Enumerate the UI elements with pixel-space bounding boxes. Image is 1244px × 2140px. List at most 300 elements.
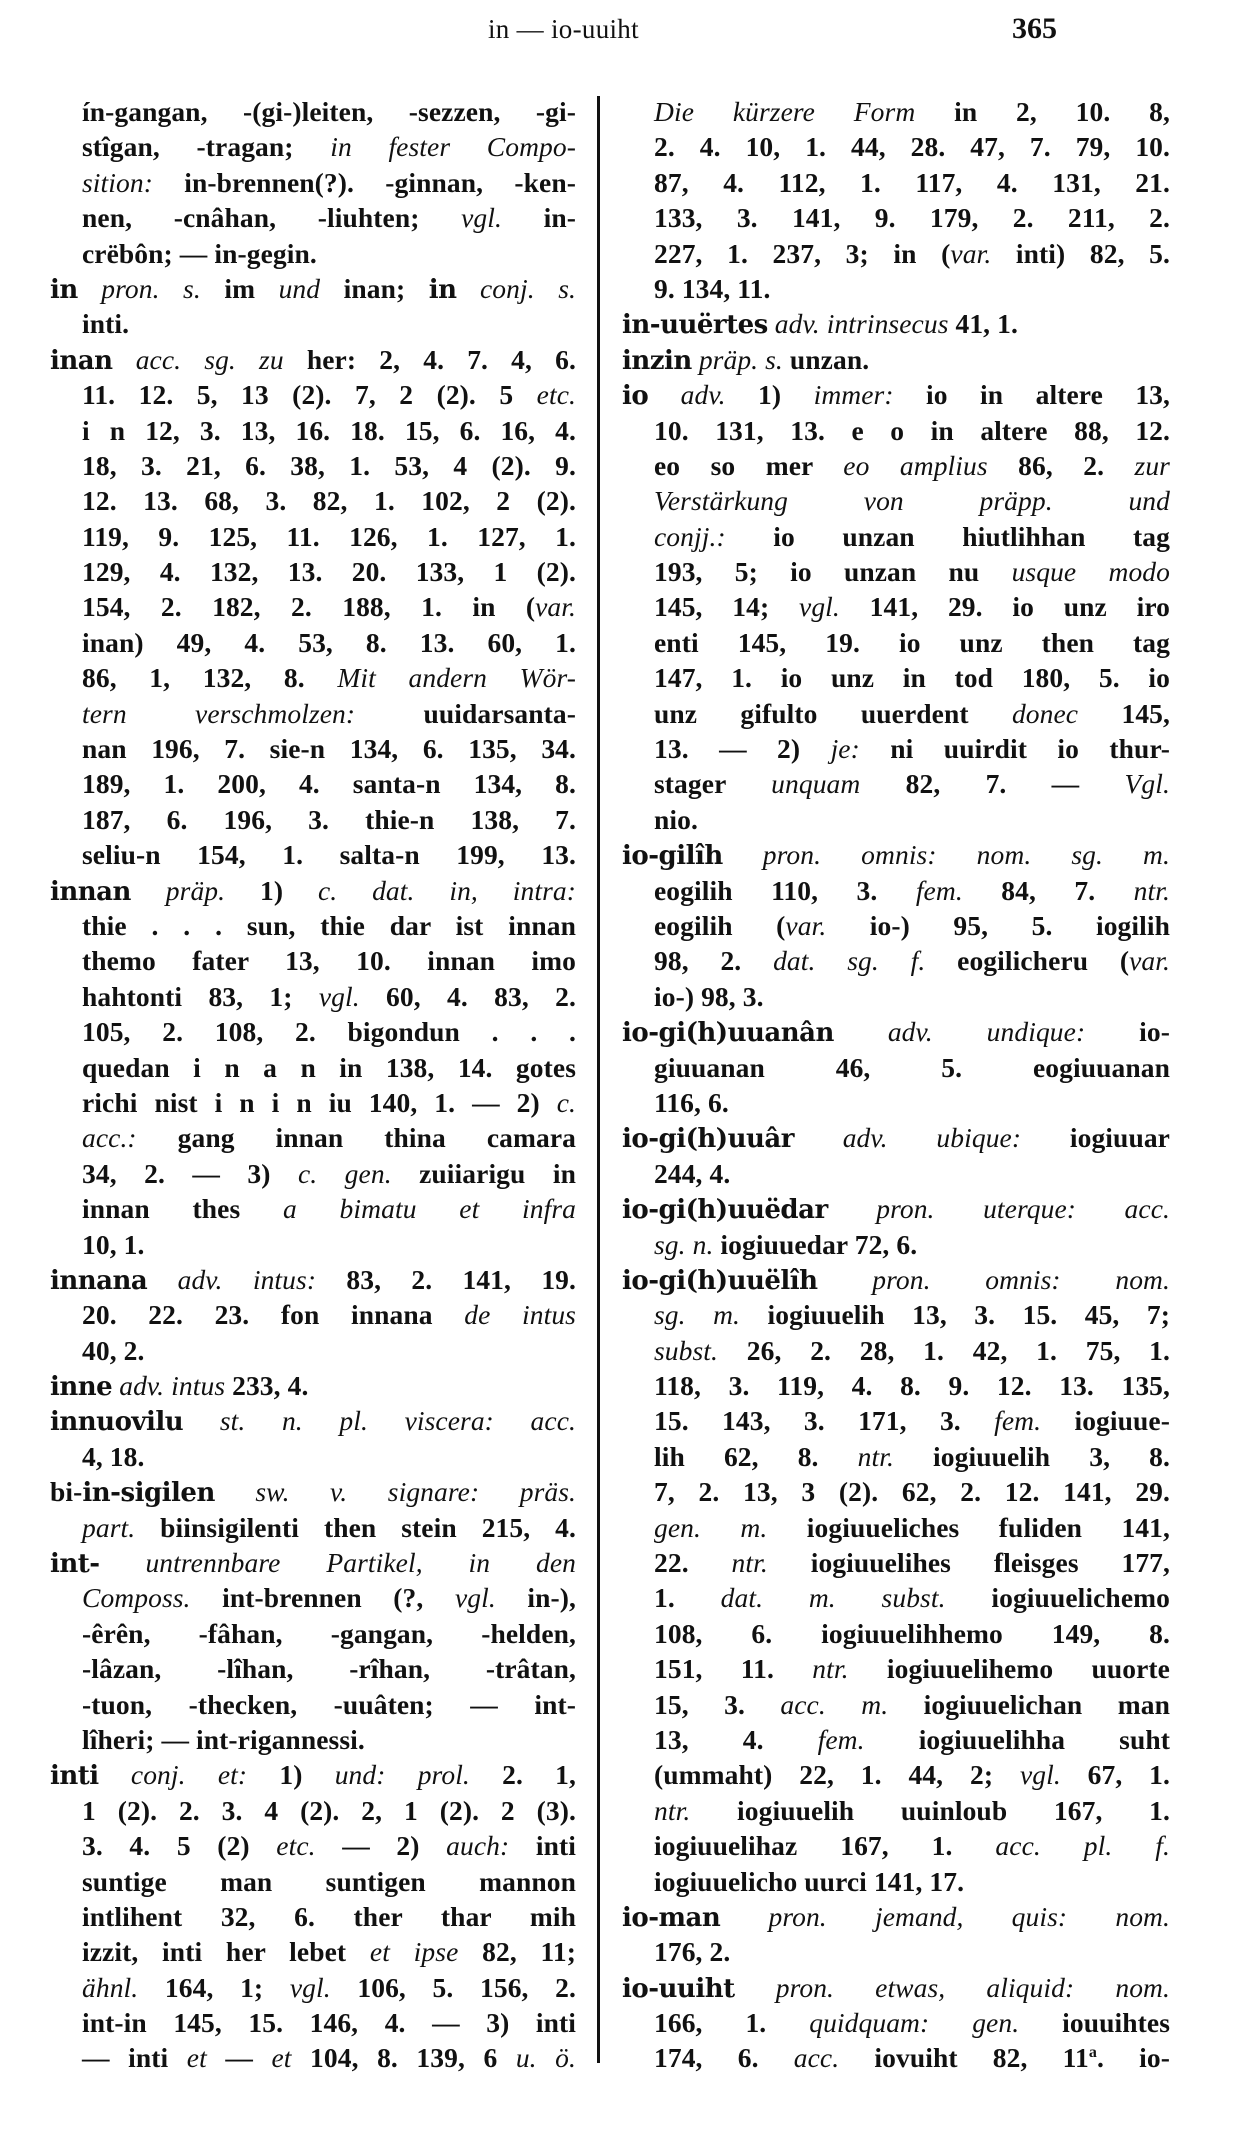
headword: inzin — [622, 345, 692, 376]
text-run: 189, 1. 200, 4. santa-n 134, 8. — [82, 768, 576, 800]
italic-gloss: ntr. — [1133, 874, 1170, 906]
entry-line — [622, 1651, 1170, 1686]
entry-line — [622, 1934, 1170, 1969]
text-run — [147, 1264, 177, 1295]
text-run: 174, 6. — [654, 2042, 794, 2074]
entry-headline — [622, 1262, 1170, 1297]
text-run: 10, 1. — [82, 1228, 145, 1260]
entry-line — [622, 1439, 1170, 1474]
entry-line — [622, 731, 1170, 766]
entry-line — [622, 1687, 1170, 1722]
entry-line — [50, 1227, 576, 1262]
text-run: iogiuueliches fuliden 141, — [767, 1511, 1170, 1543]
page-number: 365 — [1012, 12, 1057, 45]
running-head: in — io-uuiht — [488, 14, 639, 44]
entry-line — [622, 1050, 1170, 1085]
text-run: inti) 82, 5. — [991, 237, 1170, 269]
italic-gloss: Vgl. — [1124, 768, 1170, 800]
entry-line — [50, 1120, 576, 1155]
text-run: lih 62, 8. — [654, 1440, 858, 1472]
text-run: bi- — [50, 1476, 83, 1508]
text-run: unz gifulto uuerdent — [654, 697, 1012, 729]
headword: innana — [50, 1265, 148, 1296]
italic-gloss: ntr. — [857, 1440, 894, 1472]
entry-line — [622, 1085, 1170, 1120]
entry-line — [50, 519, 576, 554]
text-run: 67, 1. — [1060, 1759, 1170, 1791]
text-run: iogiuuelichemo — [945, 1582, 1170, 1614]
text-run: inan; — [320, 272, 429, 304]
text-run: 145, 14; — [654, 591, 800, 623]
italic-gloss: fem. — [915, 874, 963, 906]
entry-line — [622, 943, 1170, 978]
entry-line — [622, 1793, 1170, 1828]
entry-headline — [622, 1014, 1170, 1049]
text-run: izzit, inti her lebet — [82, 1936, 370, 1968]
text-run: 87, 4. 112, 1. 117, 4. 131, 21. — [654, 166, 1170, 198]
headword: io-gi(h)uuanân — [622, 1018, 834, 1049]
text-run: — — [206, 2042, 272, 2074]
italic-gloss: pron. uterque: acc. — [876, 1193, 1170, 1225]
italic-gloss: und — [278, 272, 321, 304]
italic-gloss: adv. intus: — [177, 1263, 317, 1295]
entry-line — [50, 129, 576, 164]
entry-line — [622, 519, 1170, 554]
text-run: iogiuuelicho uurci 141, 17. — [654, 1865, 965, 1897]
text-run: 106, 5. 156, 2. — [330, 1971, 576, 2003]
entry-line — [50, 377, 576, 412]
headword: io-gi(h)uuëlîh — [622, 1265, 818, 1296]
entry-line — [622, 1333, 1170, 1368]
italic-gloss: pron. s. — [101, 272, 201, 304]
superscript: a — [1088, 2044, 1097, 2062]
entry-headline — [50, 342, 576, 377]
text-run: lîheri; — int-rigannessi. — [82, 1723, 365, 1755]
italic-gloss: eo amplius — [843, 449, 988, 481]
text-run: seliu-n 154, 1. salta-n 199, 13. — [82, 839, 576, 871]
text-run: — inti — [82, 2042, 187, 2074]
text-run: 151, 11. — [654, 1653, 813, 1685]
entry-line — [622, 802, 1170, 837]
text-run: richi nist i n i n iu 140, 1. — 2) — [82, 1086, 557, 1118]
text-run: her: 2, 4. 7. 4, 6. — [283, 343, 576, 375]
italic-gloss: a bimatu et infra — [282, 1193, 577, 1225]
italic-gloss: fem. — [994, 1405, 1042, 1437]
entry-line — [622, 908, 1170, 943]
italic-gloss: ähnl. — [82, 1971, 139, 2003]
text-run: 118, 3. 119, 4. 8. 9. 12. 13. 135, — [654, 1370, 1170, 1402]
text-run: -lâzan, -lîhan, -rîhan, -trâtan, — [82, 1653, 576, 1685]
entry-line — [50, 236, 576, 271]
italic-gloss: c. — [556, 1086, 576, 1118]
italic-gloss: de intus — [464, 1299, 576, 1331]
text-run: im — [200, 272, 279, 304]
headword: io-gilîh — [622, 841, 723, 872]
text-run: intlihent 32, 6. ther thar mih — [82, 1900, 576, 1932]
entry-line — [622, 448, 1170, 483]
entry-line — [50, 1970, 576, 2005]
entry-line — [622, 271, 1170, 306]
text-run: 104, 8. 139, 6 — [291, 2042, 516, 2074]
italic-gloss: ntr. — [731, 1547, 768, 1579]
text-run: io unzan hiutlihhan tag — [725, 520, 1170, 552]
entry-line — [50, 1439, 576, 1474]
text-run: stîgan, -tragan; — [82, 131, 331, 163]
italic-gloss: präp. — [165, 874, 226, 906]
italic-gloss: adv. intrinsecus — [774, 308, 949, 340]
entry-headline — [50, 1368, 576, 1403]
text-run: thie . . . sun, thie dar ist innan — [82, 909, 576, 941]
text-run: iogiuuar — [1021, 1122, 1170, 1154]
text-run: unzan. — [782, 343, 870, 375]
italic-gloss: Composs. — [82, 1582, 191, 1614]
entry-line — [50, 2040, 576, 2075]
italic-gloss: acc. pl. f. — [995, 1830, 1170, 1862]
entry-line — [622, 236, 1170, 271]
text-run: 1) — [725, 379, 814, 411]
entry-line — [50, 1191, 576, 1226]
text-run: iouuihtes — [1019, 2007, 1170, 2039]
text-run — [720, 1901, 768, 1932]
entry-line — [50, 731, 576, 766]
left-column — [50, 94, 576, 2076]
text-run: iogiuuelih uuinloub 167, 1. — [690, 1794, 1170, 1826]
entry-line — [50, 306, 576, 341]
italic-gloss: var. — [1129, 945, 1171, 977]
entry-line — [50, 200, 576, 235]
italic-gloss: je: — [830, 733, 860, 765]
headword: io — [622, 381, 649, 412]
text-run: i n 12, 3. 13, 16. 18. 15, 6. 16, 4. — [82, 414, 576, 446]
text-run — [100, 1547, 146, 1578]
italic-gloss: adv. ubique: — [842, 1122, 1022, 1154]
entry-headline — [50, 1262, 576, 1297]
text-run: inan) 49, 4. 53, 8. 13. 60, 1. — [82, 626, 576, 658]
entry-line — [622, 200, 1170, 235]
text-run: 13, 4. — [654, 1723, 818, 1755]
entry-line — [622, 696, 1170, 731]
entry-headline — [622, 342, 1170, 377]
text-run: 83, 2. 141, 19. — [316, 1263, 576, 1295]
text-run: 60, 4. 83, 2. — [359, 980, 576, 1012]
italic-gloss: conj. s. — [480, 272, 576, 304]
italic-gloss: sition: — [82, 166, 153, 198]
entry-line — [622, 2040, 1170, 2075]
entry-line — [622, 1757, 1170, 1792]
entry-line — [50, 696, 576, 731]
text-run: iogiuuelihemo uuorte — [848, 1653, 1170, 1685]
text-run: iogiuuelihaz 167, 1. — [654, 1830, 996, 1862]
text-run: enti 145, 19. io unz then tag — [654, 626, 1170, 658]
italic-gloss: c. dat. in, intra: — [317, 874, 576, 906]
headword: io-man — [622, 1902, 721, 1933]
text-run: iogiuuedar 72, 6. — [713, 1228, 918, 1260]
text-run: io- — [1085, 1016, 1171, 1048]
entry-headline — [50, 873, 576, 908]
text-run: 86, 2. — [987, 449, 1135, 481]
column-divider — [597, 96, 600, 2063]
italic-gloss: subst. — [654, 1334, 719, 1366]
entry-headline — [622, 1120, 1170, 1155]
entry-line — [622, 1297, 1170, 1332]
text-run: 82, 11; — [458, 1936, 576, 1968]
text-run — [78, 273, 101, 304]
text-run: 141, 29. io unz iro — [839, 591, 1170, 623]
italic-gloss: etc. — [536, 379, 576, 411]
text-run: 12. 13. 68, 3. 82, 1. 102, 2 (2). — [82, 485, 576, 517]
entry-line — [50, 448, 576, 483]
entry-line — [50, 660, 576, 695]
text-run: 7, 2. 13, 3 (2). 62, 2. 12. 141, 29. — [654, 1476, 1170, 1508]
entry-line — [622, 1722, 1170, 1757]
italic-gloss: vgl. — [318, 980, 360, 1012]
entry-line — [50, 1899, 576, 1934]
italic-gloss: pron. etwas, aliquid: nom. — [775, 1971, 1170, 2003]
entry-line — [50, 908, 576, 943]
text-run — [215, 1476, 256, 1507]
italic-gloss: Verstärkung von präpp. und — [654, 485, 1170, 517]
italic-gloss: var. — [535, 591, 576, 623]
text-run: iogiuuelih 13, 3. 15. 45, 7; — [740, 1299, 1170, 1331]
right-column — [622, 94, 1170, 2076]
italic-gloss: et — [271, 2042, 292, 2074]
entry-line — [50, 1793, 576, 1828]
italic-gloss: usque modo — [1011, 556, 1170, 588]
entry-line — [622, 1474, 1170, 1509]
text-run: 15, 3. — [654, 1688, 781, 1720]
italic-gloss: vgl. — [289, 1971, 331, 2003]
text-run: 1 (2). 2. 3. 4 (2). 2, 1 (2). 2 (3). — [82, 1794, 576, 1826]
entry-line — [622, 1510, 1170, 1545]
text-run: 4, 18. — [82, 1440, 145, 1472]
text-run: suntige man suntigen mannon — [82, 1865, 576, 1897]
italic-gloss: sg. m. — [654, 1299, 741, 1331]
text-run: int-in 145, 15. 146, 4. — 3) inti — [82, 2007, 576, 2039]
text-run: 116, 6. — [654, 1086, 729, 1118]
text-run: themo fater 13, 10. innan imo — [82, 945, 576, 977]
text-run: io-) 98, 3. — [654, 980, 764, 1012]
text-run: nio. — [654, 803, 698, 835]
text-run: uuidarsanta- — [355, 697, 576, 729]
entry-line — [50, 554, 576, 589]
text-run: iogiuuelihes fleisges 177, — [767, 1547, 1170, 1579]
italic-gloss: gen. m. — [654, 1511, 768, 1543]
text-run: nan 196, 7. sie-n 134, 6. 135, 34. — [82, 733, 576, 765]
italic-gloss: quidquam: gen. — [809, 2007, 1020, 2039]
entry-line — [622, 1616, 1170, 1651]
text-run: 15. 143, 3. 171, 3. — [654, 1405, 995, 1437]
italic-gloss: Die kürzere Form — [654, 96, 916, 127]
italic-gloss: unquam — [771, 768, 861, 800]
italic-gloss: var. — [950, 237, 992, 269]
entry-line — [622, 554, 1170, 589]
text-run: 244, 4. — [654, 1157, 731, 1189]
text-run — [828, 1193, 877, 1224]
italic-gloss: Mit andern Wör- — [337, 662, 576, 694]
entry-headline — [622, 1970, 1170, 2005]
text-run: 20. 22. 23. fon innana — [82, 1299, 465, 1331]
italic-gloss: immer: — [813, 379, 894, 411]
entry-headline — [622, 1899, 1170, 1934]
text-run: innan thes — [82, 1193, 283, 1225]
italic-gloss: conjj.: — [654, 520, 726, 552]
headword: io-gi(h)uuëdar — [622, 1195, 828, 1226]
text-run: crëbôn; — in-gegin. — [82, 237, 317, 269]
headword: in — [428, 274, 457, 305]
entry-line — [50, 1687, 576, 1722]
entry-line — [50, 1297, 576, 1332]
entry-line — [622, 483, 1170, 518]
text-run: int-brennen (?, — [190, 1582, 455, 1614]
text-run: iovuiht 82, 11 — [839, 2042, 1089, 2074]
text-run: 9. 134, 11. — [654, 272, 771, 304]
text-run: 129, 4. 132, 13. 20. 133, 1 (2). — [82, 556, 576, 588]
italic-gloss: dat. sg. f. — [773, 945, 926, 977]
italic-gloss: pron. omnis: nom. — [872, 1263, 1170, 1295]
text-run: stager — [654, 768, 772, 800]
italic-gloss: donec — [1011, 697, 1079, 729]
italic-gloss: et — [186, 2042, 207, 2074]
entry-line — [50, 1722, 576, 1757]
text-run: 34, 2. — 3) — [82, 1157, 298, 1189]
text-run: gang innan thina camara — [136, 1122, 576, 1154]
text-run: 40, 2. — [82, 1334, 145, 1366]
text-run: 84, 7. — [962, 874, 1134, 906]
text-run: iogiuuelihha suht — [864, 1723, 1170, 1755]
entry-headline — [622, 1191, 1170, 1226]
text-run — [794, 1122, 843, 1153]
entry-line — [50, 1828, 576, 1863]
text-run: -êrên, -fâhan, -gangan, -helden, — [82, 1617, 576, 1649]
text-run — [735, 1972, 776, 2003]
text-run: inti. — [82, 308, 130, 340]
entry-line — [622, 94, 1170, 129]
italic-gloss: acc. sg. zu — [135, 343, 284, 375]
entry-line — [50, 1510, 576, 1545]
italic-gloss: var. — [785, 909, 827, 941]
headword: int- — [50, 1549, 100, 1580]
text-run — [183, 1405, 220, 1436]
entry-line — [50, 1580, 576, 1615]
text-run: eogilih 110, 3. — [654, 874, 916, 906]
italic-gloss: u. ö. — [515, 2042, 576, 2074]
text-run: ín-gangan, -(gi-)leiten, -sezzen, -gi- — [82, 96, 576, 127]
entry-line — [622, 2005, 1170, 2040]
entry-line — [622, 165, 1170, 200]
text-run: ni uuirdit io thur- — [859, 733, 1170, 765]
text-run: eogilih ( — [654, 909, 786, 941]
italic-gloss: ntr. — [654, 1794, 691, 1826]
italic-gloss: und: prol. — [334, 1759, 470, 1791]
text-run: eo so mer — [654, 449, 844, 481]
text-run — [768, 308, 775, 339]
text-run: in- — [501, 202, 576, 234]
entry-line — [50, 802, 576, 837]
text-run: biinsigilenti then stein 215, 4. — [135, 1511, 576, 1543]
text-run: 41, 1. — [948, 308, 1018, 340]
entry-headline — [50, 1474, 576, 1509]
entry-line — [50, 1156, 576, 1191]
italic-gloss: pron. omnis: nom. sg. m. — [762, 839, 1170, 871]
entry-line — [622, 660, 1170, 695]
text-run — [457, 273, 480, 304]
text-run: 13. — 2) — [654, 733, 831, 765]
text-run: nen, -cnâhan, -liuhten; — [82, 202, 462, 234]
entry-line — [50, 943, 576, 978]
entry-line — [622, 413, 1170, 448]
text-run: 227, 1. 237, 3; in ( — [654, 237, 951, 269]
entry-headline — [50, 1757, 576, 1792]
entry-line — [622, 873, 1170, 908]
italic-gloss: acc.: — [82, 1122, 137, 1154]
italic-gloss: adv. intus — [119, 1370, 226, 1402]
entry-line — [50, 1014, 576, 1049]
text-run: 119, 9. 125, 11. 126, 1. 127, 1. — [82, 520, 576, 552]
text-run: 82, 7. — — [860, 768, 1125, 800]
text-run: inti — [509, 1830, 577, 1862]
italic-gloss: conj. et: — [130, 1759, 248, 1791]
entry-line — [622, 1368, 1170, 1403]
text-run: 164, 1; — [138, 1971, 290, 2003]
entry-line — [50, 1050, 576, 1085]
entry-line — [50, 589, 576, 624]
text-run — [834, 1016, 888, 1047]
italic-gloss: acc. m. — [780, 1688, 889, 1720]
entry-line — [622, 1403, 1170, 1438]
italic-gloss: vgl. — [799, 591, 840, 623]
text-run: eogilicheru ( — [925, 945, 1130, 977]
entry-headline — [622, 377, 1170, 412]
italic-gloss: zur — [1134, 449, 1170, 481]
entry-line — [50, 1864, 576, 1899]
entry-line — [50, 165, 576, 200]
italic-gloss: pron. jemand, quis: nom. — [768, 1900, 1170, 1932]
text-run: 1) — [225, 874, 318, 906]
italic-gloss: acc. — [793, 2042, 840, 2074]
italic-gloss: adv. undique: — [887, 1016, 1086, 1048]
text-run — [113, 344, 136, 375]
text-run: iogiuue- — [1041, 1405, 1170, 1437]
entry-line — [622, 766, 1170, 801]
entry-line — [622, 625, 1170, 660]
text-run: 166, 1. — [654, 2007, 810, 2039]
entry-line — [50, 625, 576, 660]
text-run: 26, 2. 28, 1. 42, 1. 75, 1. — [718, 1334, 1170, 1366]
italic-gloss: auch: — [446, 1830, 510, 1862]
italic-gloss: ntr. — [812, 1653, 849, 1685]
text-run — [723, 839, 763, 870]
text-run: 1. — [654, 1582, 721, 1614]
entry-headline — [50, 1545, 576, 1580]
text-run: 154, 2. 182, 2. 188, 1. in ( — [82, 591, 536, 623]
italic-gloss: sw. v. signare: präs. — [255, 1476, 576, 1508]
italic-gloss: dat. m. subst. — [720, 1582, 946, 1614]
italic-gloss: adv. — [680, 379, 726, 411]
text-run: 233, 4. — [225, 1370, 309, 1402]
entry-line — [50, 1934, 576, 1969]
italic-gloss: et ipse — [369, 1936, 459, 1968]
italic-gloss: vgl. — [454, 1582, 496, 1614]
text-run: iogiuuelih 3, 8. — [893, 1440, 1170, 1472]
entry-line — [622, 1227, 1170, 1262]
italic-gloss: präp. s. — [698, 343, 783, 375]
text-run: quedan i n a n in 138, 14. gotes — [82, 1051, 576, 1083]
text-run: 2. 4. 10, 1. 44, 28. 47, 7. 79, 10. — [654, 131, 1170, 163]
entry-line — [50, 1651, 576, 1686]
text-run: giuuanan 46, 5. eogiuuanan — [654, 1051, 1170, 1083]
text-run: in-brennen(?). -ginnan, -ken- — [152, 166, 576, 198]
text-run: 108, 6. iogiuuelihhemo 149, 8. — [654, 1617, 1170, 1649]
